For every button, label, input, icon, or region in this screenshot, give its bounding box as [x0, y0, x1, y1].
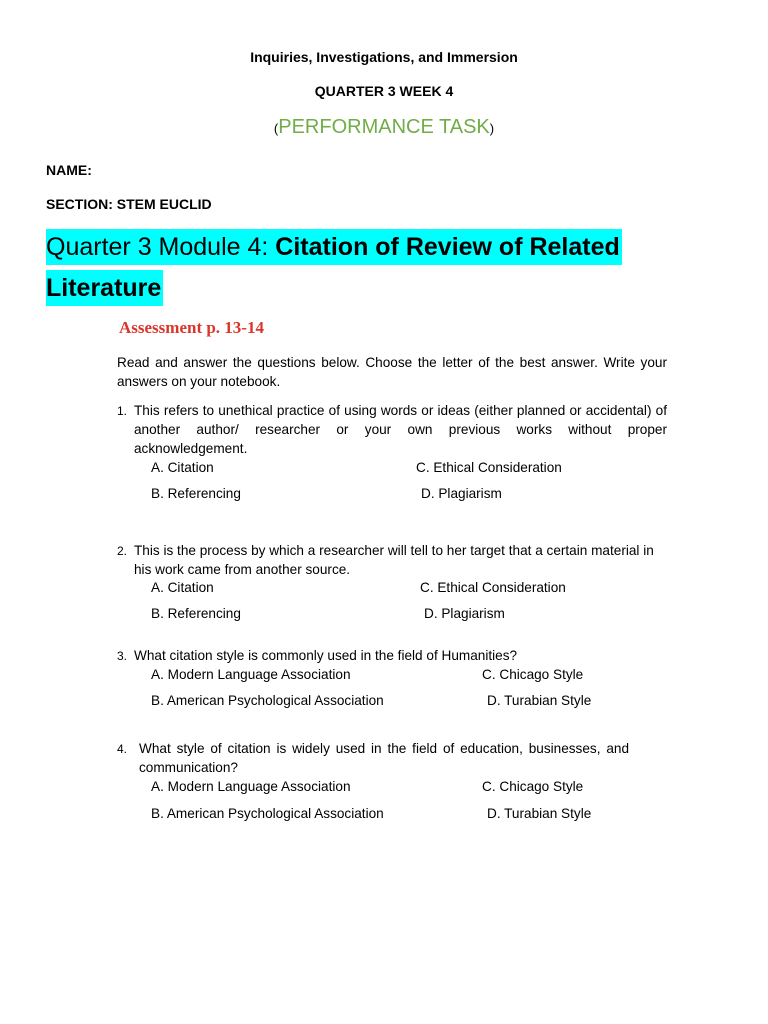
question-text: This is the process by which a researcher will tell to her target that a certain material in his work came from another source.	[134, 543, 654, 577]
module-title-part-2: Literature	[46, 274, 162, 302]
option-c: C. Chicago Style	[482, 779, 584, 794]
option-b: B. American Psychological Association	[151, 693, 384, 708]
module-title-part-1: Citation of Review of Related	[275, 233, 620, 261]
module-title-line-1	[46, 229, 622, 265]
option-d: D. Turabian Style	[487, 693, 592, 708]
question-number: 4.	[117, 742, 128, 756]
assessment-title: Assessment p. 13-14	[119, 318, 264, 337]
question-text: What style of citation is widely used in the field of education, businesses, and communication?	[139, 741, 629, 775]
option-d: D. Plagiarism	[421, 486, 502, 501]
question-number: 2.	[117, 544, 128, 558]
option-d: D. Plagiarism	[424, 606, 505, 621]
module-title-line-2	[46, 270, 163, 306]
option-c: C. Ethical Consideration	[416, 460, 562, 475]
subject-title: Inquiries, Investigations, and Immersion	[250, 49, 518, 65]
paren-close: )	[489, 121, 495, 136]
instructions: Read and answer the questions below. Choose the letter of the best answer. Write your answers on your notebook.	[117, 355, 667, 389]
question-text: This refers to unethical practice of using words or ideas (either planned or accidental) of another author/ researcher or your own previous works without proper acknowledgement.	[134, 403, 667, 456]
quarter-week: QUARTER 3 WEEK 4	[314, 83, 454, 99]
question-text: What citation style is commonly used in the field of Humanities?	[134, 648, 518, 663]
option-a: A. Citation	[151, 580, 214, 595]
question-number: 1.	[117, 404, 128, 418]
option-a: A. Modern Language Association	[151, 667, 351, 682]
section-label: SECTION: STEM EUCLID	[46, 196, 212, 212]
option-c: C. Chicago Style	[482, 667, 584, 682]
module-prefix: Quarter 3 Module 4:	[46, 233, 276, 261]
performance-task-heading	[0, 116, 768, 139]
option-d: D. Turabian Style	[487, 806, 592, 821]
option-b: B. American Psychological Association	[151, 806, 384, 821]
paren-open: (	[273, 121, 279, 136]
question-number: 3.	[117, 649, 128, 663]
performance-task-label: PERFORMANCE TASK	[278, 116, 490, 138]
option-a: A. Citation	[151, 460, 214, 475]
name-label: NAME:	[46, 162, 92, 178]
option-b: B. Referencing	[151, 486, 241, 501]
option-b: B. Referencing	[151, 606, 241, 621]
option-a: A. Modern Language Association	[151, 779, 351, 794]
option-c: C. Ethical Consideration	[420, 580, 566, 595]
